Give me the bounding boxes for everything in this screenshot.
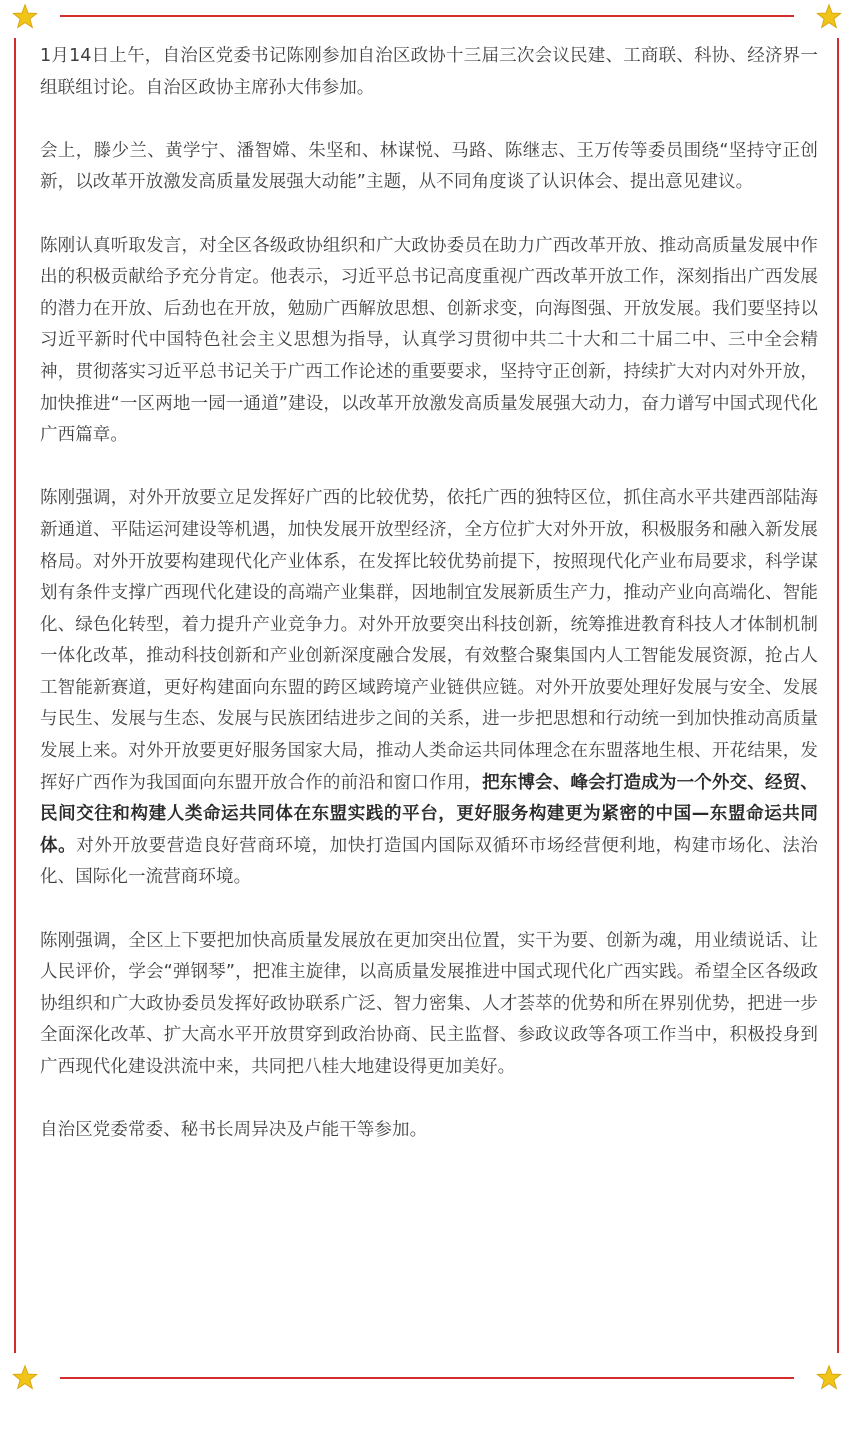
- text-run: 1月14日上午，自治区党委书记陈刚参加自治区政协十三届三次会议民建、工商联、科协、经济界一组联组讨论。自治区政协主席孙大伟参加。: [40, 46, 818, 98]
- paragraph-emphasis: [40, 926, 818, 1084]
- text-run: 会上，滕少兰、黄学宁、潘智嫦、朱坚和、林谋悦、马路、陈继志、王万传等委员围绕“坚持守正创新，以改革开放激发高质量发展强大动能”主题，从不同角度谈了认识体会、提出意见建议。: [40, 140, 818, 193]
- paragraph-discussion: [40, 136, 818, 199]
- left-border-line: [14, 38, 16, 1353]
- star-icon: [11, 1364, 39, 1392]
- right-border-line: [837, 38, 839, 1353]
- text-run: 陈刚强调，全区上下要把加快高质量发展放在更加突出位置，实干为要、创新为魂，用业绩说话、让人民评价，学会“弹钢琴”，把准主旋律，以高质量发展推进中国式现代化广西实践。希望全区各级政协组织和广大政协委员发挥好政协联系广泛、智力密集、人才荟萃的优势和所在界别优势，把进一步全面深化改革、扩大高水平开放贯穿到政治协商、民主监督、参政议政等各项工作当中，积极投身到广西现代化建设洪流中来，共同把八桂大地建设得更加美好。: [40, 930, 818, 1077]
- text-run: 对外开放要营造良好营商环境，加快打造国内国际双循环市场经营便利地，构建市场化、法治化、国际化一流营商环境。: [40, 835, 818, 888]
- paragraph-remarks: [40, 231, 818, 452]
- text-run: 陈刚强调，对外开放要立足发挥好广西的比较优势，依托广西的独特区位，抓住高水平共建西部陆海新通道、平陆运河建设等机遇，加快发展开放型经济，全方位扩大对外开放，积极服务和融入新发展格局。对外开放要构建现代化产业体系，在发挥比较优势前提下，按照现代化产业布局要求，科学谋划有条件支撑广西现代化建设的高端产业集群，因地制宜发展新质生产力，推动产业向高端化、智能化、绿色化转型，着力提升产业竞争力。对外开放要突出科技创新，统筹推进教育科技人才体制机制一体化改革，推动科技创新和产业创新深度融合发展，有效整合聚集国内人工智能发展资源，抢占人工智能新赛道，更好构建面向东盟的跨区域跨境产业链供应链。对外开放要处理好发展与安全、发展与民生、发展与生态、发展与民族团结进步之间的关系，进一步把思想和行动统一到加快推动高质量发展上来。对外开放要更好服务国家大局，推动人类命运共同体理念在东盟落地生根、开花结果，发挥好广西作为我国面向东盟开放合作的前沿和窗口作用，: [40, 488, 818, 793]
- bold-text-run: 把东博会、峰会打造成为一个外交、经贸、民间交往和构建人类命运共同体在东盟实践的平台，更好服务构建更为紧密的中国—东盟命运共同体。: [40, 772, 818, 856]
- top-border-line: [60, 15, 794, 17]
- paragraph-attendees: [40, 1115, 818, 1147]
- star-icon: [11, 3, 39, 31]
- text-run: 自治区党委常委、秘书长周异决及卢能干等参加。: [40, 1120, 428, 1141]
- paragraph-opening-up: [40, 483, 818, 894]
- paragraph-opening: [40, 41, 818, 104]
- bottom-border-line: [60, 1377, 794, 1379]
- text-run: 陈刚认真听取发言，对全区各级政协组织和广大政协委员在助力广西改革开放、推动高质量发展中作出的积极贡献给予充分肯定。他表示，习近平总书记高度重视广西改革开放工作，深刻指出广西发展的潜力在开放、后劲也在开放，勉励广西解放思想、创新求变，向海图强、开放发展。我们要坚持以习近平新时代中国特色社会主义思想为指导，认真学习贯彻中共二十大和二十届二中、三中全会精神，贯彻落实习近平总书记关于广西工作论述的重要要求，坚持守正创新，持续扩大对内对外开放，加快推进“一区两地一园一通道”建设，以改革开放激发高质量发展强大动力，奋力谱写中国式现代化广西篇章。: [40, 235, 818, 446]
- star-icon: [815, 1364, 843, 1392]
- article-body: [40, 41, 818, 1147]
- star-icon: [815, 3, 843, 31]
